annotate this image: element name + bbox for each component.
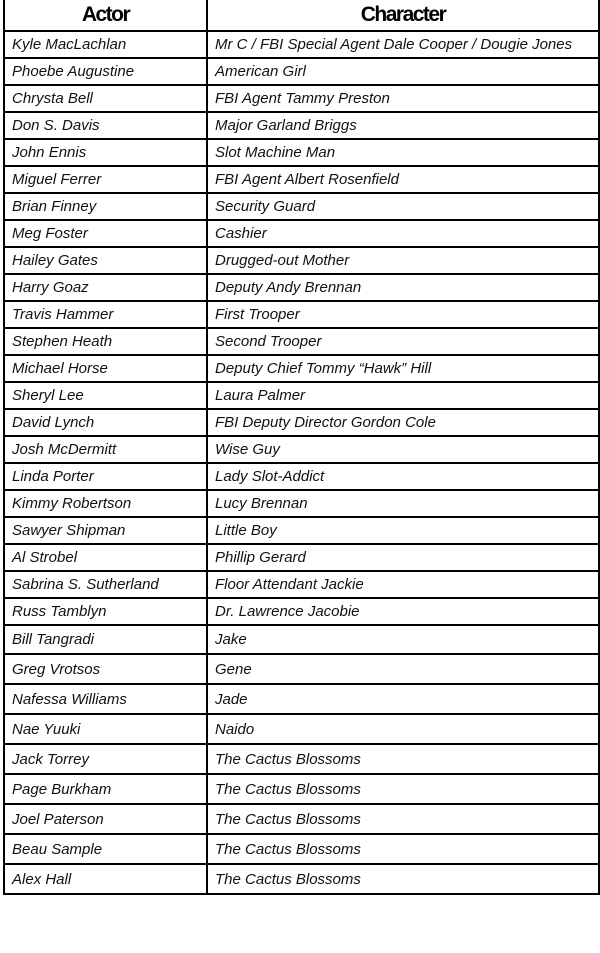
table-row — [4, 112, 599, 139]
table-row — [4, 834, 599, 864]
table-row — [4, 274, 599, 301]
actor-cell: Greg Vrotsos — [4, 654, 207, 684]
actor-cell: Phoebe Augustine — [4, 58, 207, 85]
actor-cell: Nafessa Williams — [4, 684, 207, 714]
actor-cell: Joel Paterson — [4, 804, 207, 834]
table-row — [4, 58, 599, 85]
table-row — [4, 864, 599, 894]
actor-cell: Beau Sample — [4, 834, 207, 864]
character-cell: Cashier — [207, 220, 599, 247]
table-row — [4, 436, 599, 463]
character-cell: Gene — [207, 654, 599, 684]
actor-cell: Michael Horse — [4, 355, 207, 382]
actor-cell: Harry Goaz — [4, 274, 207, 301]
actor-cell: Miguel Ferrer — [4, 166, 207, 193]
table-row — [4, 625, 599, 654]
character-cell: Second Trooper — [207, 328, 599, 355]
character-cell: Phillip Gerard — [207, 544, 599, 571]
table-row — [4, 247, 599, 274]
table-row — [4, 598, 599, 625]
character-cell: Jade — [207, 684, 599, 714]
actor-cell: Travis Hammer — [4, 301, 207, 328]
table-row — [4, 382, 599, 409]
table-row — [4, 463, 599, 490]
table-row — [4, 654, 599, 684]
character-cell: Laura Palmer — [207, 382, 599, 409]
table-row — [4, 571, 599, 598]
table-row — [4, 714, 599, 744]
character-cell: Mr C / FBI Special Agent Dale Cooper / Dougie Jones — [207, 31, 599, 58]
actor-cell: Chrysta Bell — [4, 85, 207, 112]
actor-cell: Page Burkham — [4, 774, 207, 804]
character-column-header: Character — [207, 0, 599, 31]
actor-cell: Kyle MacLachlan — [4, 31, 207, 58]
table-row — [4, 355, 599, 382]
table-row — [4, 301, 599, 328]
character-cell: FBI Agent Albert Rosenfield — [207, 166, 599, 193]
actor-cell: Jack Torrey — [4, 744, 207, 774]
table-row — [4, 684, 599, 714]
character-cell: Security Guard — [207, 193, 599, 220]
cast-table — [3, 0, 600, 895]
character-cell: Lady Slot-Addict — [207, 463, 599, 490]
character-cell: FBI Deputy Director Gordon Cole — [207, 409, 599, 436]
actor-cell: Hailey Gates — [4, 247, 207, 274]
table-row — [4, 774, 599, 804]
actor-cell: Bill Tangradi — [4, 625, 207, 654]
table-row — [4, 31, 599, 58]
actor-cell: Sabrina S. Sutherland — [4, 571, 207, 598]
table-row — [4, 409, 599, 436]
table-row — [4, 490, 599, 517]
table-row — [4, 804, 599, 834]
table-row — [4, 166, 599, 193]
character-cell: The Cactus Blossoms — [207, 774, 599, 804]
table-row — [4, 544, 599, 571]
actor-cell: Brian Finney — [4, 193, 207, 220]
actor-cell: Sawyer Shipman — [4, 517, 207, 544]
table-row — [4, 85, 599, 112]
character-cell: Naido — [207, 714, 599, 744]
character-cell: Lucy Brennan — [207, 490, 599, 517]
actor-cell: Linda Porter — [4, 463, 207, 490]
character-cell: Major Garland Briggs — [207, 112, 599, 139]
character-cell: FBI Agent Tammy Preston — [207, 85, 599, 112]
character-cell: Little Boy — [207, 517, 599, 544]
actor-cell: John Ennis — [4, 139, 207, 166]
table-row — [4, 139, 599, 166]
actor-cell: Don S. Davis — [4, 112, 207, 139]
character-cell: Jake — [207, 625, 599, 654]
actor-cell: Stephen Heath — [4, 328, 207, 355]
character-cell: The Cactus Blossoms — [207, 834, 599, 864]
character-cell: Dr. Lawrence Jacobie — [207, 598, 599, 625]
character-cell: Deputy Chief Tommy “Hawk” Hill — [207, 355, 599, 382]
actor-column-header: Actor — [4, 0, 207, 31]
character-cell: Slot Machine Man — [207, 139, 599, 166]
actor-cell: Sheryl Lee — [4, 382, 207, 409]
character-cell: Drugged-out Mother — [207, 247, 599, 274]
table-row — [4, 517, 599, 544]
actor-cell: Alex Hall — [4, 864, 207, 894]
actor-cell: Al Strobel — [4, 544, 207, 571]
table-row — [4, 328, 599, 355]
character-cell: The Cactus Blossoms — [207, 744, 599, 774]
actor-cell: Meg Foster — [4, 220, 207, 247]
actor-cell: David Lynch — [4, 409, 207, 436]
actor-cell: Russ Tamblyn — [4, 598, 207, 625]
table-row — [4, 744, 599, 774]
actor-cell: Kimmy Robertson — [4, 490, 207, 517]
actor-cell: Nae Yuuki — [4, 714, 207, 744]
character-cell: The Cactus Blossoms — [207, 804, 599, 834]
character-cell: First Trooper — [207, 301, 599, 328]
table-row — [4, 220, 599, 247]
header-row — [4, 0, 599, 31]
character-cell: The Cactus Blossoms — [207, 864, 599, 894]
character-cell: Wise Guy — [207, 436, 599, 463]
character-cell: Floor Attendant Jackie — [207, 571, 599, 598]
table-row — [4, 193, 599, 220]
character-cell: Deputy Andy Brennan — [207, 274, 599, 301]
character-cell: American Girl — [207, 58, 599, 85]
actor-cell: Josh McDermitt — [4, 436, 207, 463]
